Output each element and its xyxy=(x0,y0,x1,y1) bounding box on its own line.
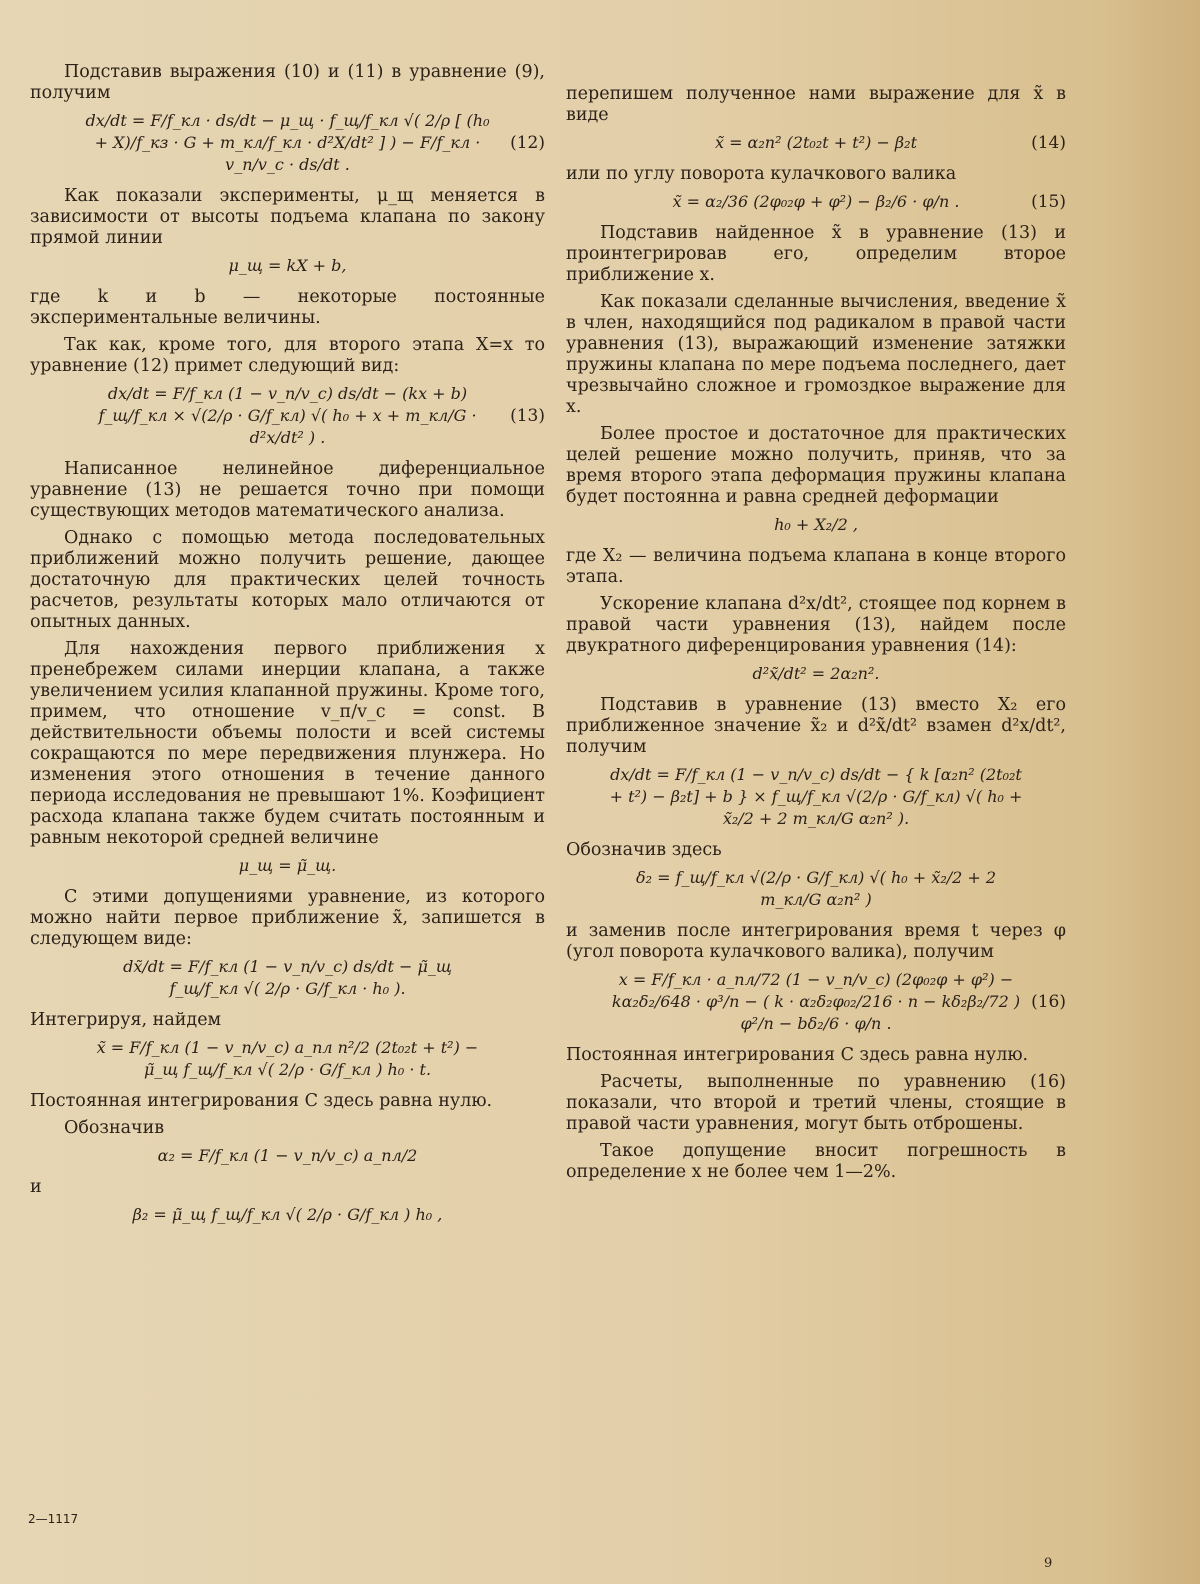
paragraph: Обозначив здесь xyxy=(566,840,722,860)
equation-first-approximation xyxy=(30,956,545,1000)
equation-acceleration xyxy=(566,663,1066,685)
equation-mu-average xyxy=(30,855,545,877)
paragraph: где k и b — некоторые постоянные экспериментальные величины. xyxy=(30,287,545,328)
equation-alpha xyxy=(30,1145,545,1167)
equation-text: dx/dt = F/f_кл (1 − v_п/v_с) ds/dt − { k [α₂n² (2t₀₂t + t²) − β₂t] + b } × f_щ/f_кл √(2/ρ · G/f_кл) √( h₀ + x̃₂/2 + 2 m_кл/G α₂n² ). xyxy=(609,765,1023,828)
equation-16 xyxy=(566,969,1066,1035)
paragraph: Постоянная интегрирования C здесь равна нулю. xyxy=(566,1045,1029,1065)
equation-13 xyxy=(30,383,545,449)
equation-substituted xyxy=(566,764,1066,830)
equation-text: β₂ = μ̃_щ f_щ/f_кл √( 2/ρ · G/f_кл ) h₀ , xyxy=(132,1205,443,1224)
equation-beta xyxy=(30,1204,545,1226)
equation-text: x̃ = α₂n² (2t₀₂t + t²) − β₂t xyxy=(714,133,918,152)
equation-text: dx/dt = F/f_кл (1 − v_п/v_с) ds/dt − (kx + b) f_щ/f_кл × √(2/ρ · G/f_кл) √( h₀ + x + m_кл/G · d²x/dt² ) . xyxy=(98,384,477,447)
equation-12 xyxy=(30,110,545,176)
equation-text: δ₂ = f_щ/f_кл √(2/ρ · G/f_кл) √( h₀ + x̃₂/2 + 2 m_кл/G α₂n² ) xyxy=(635,868,997,909)
page-number: 9 xyxy=(1044,1556,1053,1571)
paragraph: Так как, кроме того, для второго этапа X=x то уравнение (12) примет следующий вид: xyxy=(30,335,545,376)
equation-text: μ_щ = μ̃_щ. xyxy=(238,856,337,875)
equation-number: (12) xyxy=(510,133,545,153)
right-column xyxy=(566,84,1066,1189)
equation-text: α₂ = F/f_кл (1 − v_п/v_с) a_пл/2 xyxy=(157,1146,418,1165)
equation-text: d²x̃/dt² = 2α₂n². xyxy=(752,664,880,683)
paragraph: Более простое и достаточное для практических целей решение можно получить, приняв, что за время второго этапа деформация пружины клапана будет постоянна и равна средней деформации xyxy=(566,424,1066,507)
equation-delta xyxy=(566,867,1066,911)
paragraph: где X₂ — величина подъема клапана в конце второго этапа. xyxy=(566,546,1066,587)
equation-text: h₀ + X₂/2 , xyxy=(774,515,858,534)
equation-14 xyxy=(566,132,1066,154)
paragraph: или по углу поворота кулачкового валика xyxy=(566,164,957,184)
paragraph: Как показали эксперименты, μ_щ меняется в зависимости от высоты подъема клапана по закону прямой линии xyxy=(30,186,545,248)
equation-mu xyxy=(30,255,545,277)
equation-text: dx/dt = F/f_кл · ds/dt − μ_щ · f_щ/f_кл √( 2/ρ [ (h₀ + X)/f_кз · G + m_кл/f_кл · d²X/dt² ] ) − F/f_кл · v_п/v_с · ds/dt . xyxy=(85,111,490,174)
equation-text: dx̃/dt = F/f_кл (1 − v_п/v_с) ds/dt − μ̃_щ f_щ/f_кл √( 2/ρ · G/f_кл · h₀ ). xyxy=(123,957,452,998)
left-column xyxy=(30,62,545,1236)
paragraph: Написанное нелинейное диференциальное уравнение (13) не решается точно при помощи существующих методов математического анализа. xyxy=(30,459,545,521)
paragraph: Однако с помощью метода последовательных приближений можно получить решение, дающее достаточную для практических целей точность расчетов, результаты которых мало отличаются от опытных данных. xyxy=(30,528,545,632)
paragraph: Расчеты, выполненные по уравнению (16) показали, что второй и третий члены, стоящие в правой части уравнения, могут быть отброшены. xyxy=(566,1072,1066,1134)
equation-number: (16) xyxy=(1031,992,1066,1012)
paragraph: Подставив выражения (10) и (11) в уравнение (9), получим xyxy=(30,62,545,103)
equation-text: x̃ = α₂/36 (2φ₀₂φ + φ²) − β₂/6 · φ/n . xyxy=(672,192,960,211)
equation-text: μ_щ = kX + b, xyxy=(228,256,347,275)
paragraph: Такое допущение вносит погрешность в определение x не более чем 1—2%. xyxy=(566,1141,1066,1182)
equation-mean-deformation xyxy=(566,514,1066,536)
paragraph: перепишем полученное нами выражение для x̃ в виде xyxy=(566,84,1066,125)
equation-integrated xyxy=(30,1037,545,1081)
paragraph: и заменив после интегрирования время t через φ (угол поворота кулачкового валика), получим xyxy=(566,921,1066,962)
equation-number: (13) xyxy=(510,406,545,426)
paragraph: и xyxy=(30,1177,42,1197)
paragraph: Как показали сделанные вычисления, введение x̃ в член, находящийся под радикалом в правой части уравнения (13), выражающий изменение затяжки пружины клапана по мере подъема последнего, дает чрезвычайно сложное и громоздкое выражение для x. xyxy=(566,292,1066,417)
equation-number: (14) xyxy=(1031,133,1066,153)
equation-number: (15) xyxy=(1031,192,1066,212)
paragraph: Подставив найденное x̃ в уравнение (13) и проинтегрировав его, определим второе приближение x. xyxy=(566,223,1066,285)
paragraph: Для нахождения первого приближения x пренебрежем силами инерции клапана, а также увеличением усилия клапанной пружины. Кроме того, примем, что отношение v_п/v_с = const. В действительности объемы полости и всей системы сокращаются по мере передвижения плунжера. Но изменения этого отношения в течение данного периода исследования не превышают 1%. Коэфициент расхода клапана также будем считать постоянным и равным некоторой средней величине xyxy=(30,639,545,848)
equation-15 xyxy=(566,191,1066,213)
paragraph: Интегрируя, найдем xyxy=(30,1010,222,1030)
paragraph: Обозначив xyxy=(64,1118,165,1138)
paragraph: Подставив в уравнение (13) вместо X₂ его приближенное значение x̃₂ и d²x̃/dt² взамен d²x/dt², получим xyxy=(566,695,1066,757)
equation-text: x̃ = F/f_кл (1 − v_п/v_с) a_пл n²/2 (2t₀₂t + t²) − μ̃_щ f_щ/f_кл √( 2/ρ · G/f_кл ) h₀ · t. xyxy=(96,1038,479,1079)
paragraph: С этими допущениями уравнение, из которого можно найти первое приближение x̃, запишется в следующем виде: xyxy=(30,887,545,949)
paragraph: Ускорение клапана d²x/dt², стоящее под корнем в правой части уравнения (13), найдем после двукратного диференцирования уравнения (14): xyxy=(566,594,1066,656)
equation-text: x = F/f_кл · a_пл/72 (1 − v_п/v_с) (2φ₀₂φ + φ²) − kα₂δ₂/648 · φ³/n − ( k · α₂δ₂φ₀₂/216 · n − kδ₂β₂/72 ) φ²/n − bδ₂/6 · φ/n . xyxy=(611,970,1021,1033)
paragraph: Постоянная интегрирования C здесь равна нулю. xyxy=(30,1091,493,1111)
printer-signature: 2—1117 xyxy=(28,1512,79,1526)
